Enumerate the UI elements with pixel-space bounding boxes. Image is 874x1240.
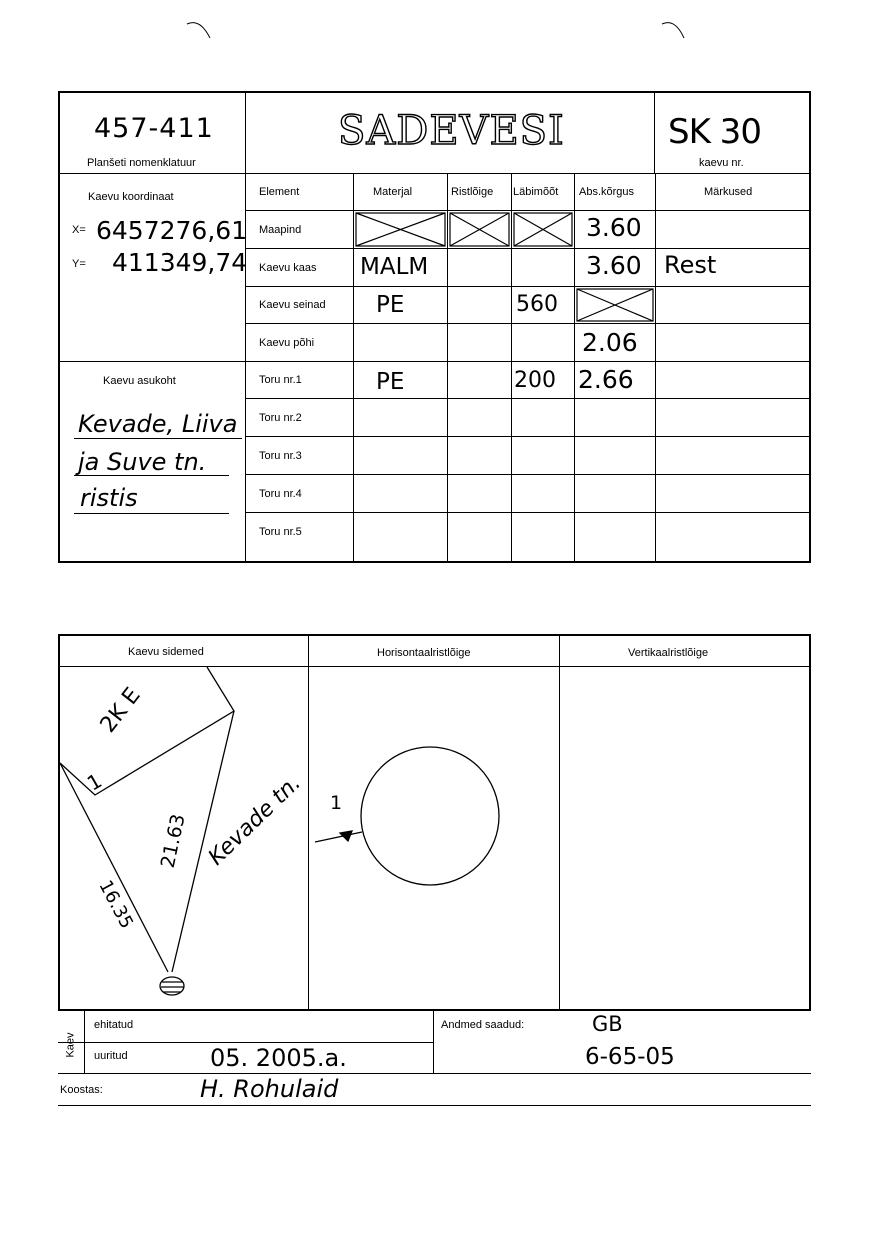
- surveyed-date: 05. 2005.a.: [210, 1044, 347, 1072]
- links-header: Kaevu sidemed: [128, 646, 204, 658]
- header-diameter: Läbimõõt: [513, 186, 559, 198]
- y-coordinate: 411349,74: [112, 248, 248, 277]
- y-prefix: Y=: [72, 258, 86, 270]
- data-source-label: Andmed saadud:: [441, 1019, 525, 1031]
- horizontal-section-header: Horisontaalristlõige: [377, 647, 471, 659]
- well-number-label: kaevu nr.: [699, 157, 744, 169]
- row-label: Kaevu kaas: [259, 262, 317, 274]
- side-label: Kaev: [64, 1032, 77, 1058]
- row-label: Kaevu põhi: [259, 337, 315, 349]
- pohi-abs-height: 2.06: [582, 328, 638, 357]
- compiled-by: H. Rohulaid: [200, 1075, 339, 1103]
- header-material: Materjal: [373, 186, 413, 198]
- toru1-diameter: 200: [514, 368, 556, 393]
- compiled-label: Koostas:: [60, 1084, 103, 1096]
- seinad-diameter: 560: [516, 292, 558, 317]
- distance-label-2: 16.35: [94, 876, 138, 933]
- header-notes: Märkused: [704, 186, 753, 198]
- x-coordinate: 6457276,61: [96, 216, 248, 245]
- surveyed-label: uuritud: [94, 1050, 128, 1062]
- side-length-label: 1: [82, 768, 106, 796]
- header-abs-height: Abs.kõrgus: [579, 186, 635, 198]
- page-title: SADEVESI: [338, 108, 565, 154]
- nomenclature-value: 457-411: [94, 113, 214, 144]
- maapind-abs-height: 3.60: [586, 213, 642, 242]
- building-label: 2K E: [95, 683, 146, 738]
- distance-label-1: 21.63: [156, 812, 190, 870]
- header-cross-section: Ristlõige: [451, 186, 494, 198]
- location-line-3: ristis: [80, 484, 138, 512]
- row-label: Maapind: [259, 224, 302, 236]
- nomenclature-label: Planšeti nomenklatuur: [87, 157, 196, 169]
- seinad-material: PE: [376, 292, 405, 318]
- row-label: Toru nr.4: [259, 488, 302, 500]
- location-line-1: Kevade, Liiva: [78, 410, 238, 438]
- street-label: Kevade tn.: [203, 770, 306, 871]
- pipe-label: 1: [330, 792, 343, 814]
- location-line-2: ja Suve tn.: [78, 448, 207, 476]
- data-source-value-2: 6-65-05: [585, 1044, 675, 1070]
- data-source-value-1: GB: [592, 1012, 623, 1036]
- kaas-abs-height: 3.60: [586, 251, 642, 280]
- header-element: Element: [259, 186, 300, 198]
- x-prefix: X=: [72, 224, 86, 236]
- kaas-notes: Rest: [664, 251, 717, 279]
- toru1-material: PE: [376, 369, 405, 395]
- coordinates-label: Kaevu koordinaat: [88, 191, 174, 203]
- row-label: Toru nr.5: [259, 526, 302, 538]
- kaas-material: MALM: [360, 254, 429, 280]
- row-label: Toru nr.3: [259, 450, 302, 462]
- toru1-abs-height: 2.66: [578, 365, 634, 394]
- vertical-section-header: Vertikaalristlõige: [628, 647, 709, 659]
- row-label: Toru nr.1: [259, 374, 302, 386]
- row-label: Toru nr.2: [259, 412, 302, 424]
- well-number: SK 30: [668, 112, 761, 152]
- built-label: ehitatud: [94, 1019, 134, 1031]
- location-label: Kaevu asukoht: [103, 375, 176, 387]
- row-label: Kaevu seinad: [259, 299, 326, 311]
